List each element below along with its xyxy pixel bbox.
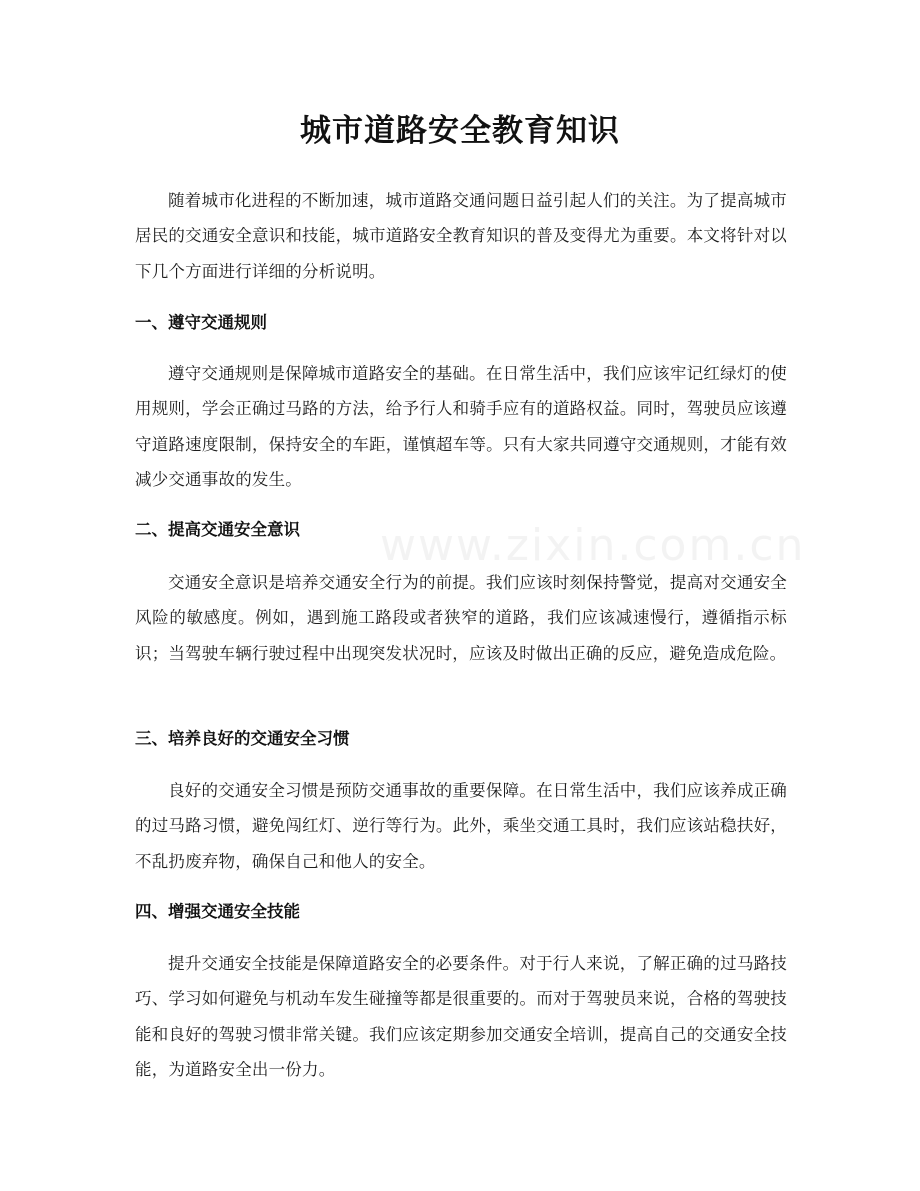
section-2 [135,515,787,545]
section-1-body [135,356,787,498]
section-paragraph: 良好的交通安全习惯是预防交通事故的重要保障。在日常生活中，我们应该养成正确的过马路习惯，避免闯红灯、逆行等行为。此外，乘坐交通工具时，我们应该站稳扶好，不乱扔废弃物，确保自己和他人的安全。 [135,781,787,871]
intro-block [135,183,787,289]
section-paragraph: 交通安全意识是培养交通安全行为的前提。我们应该时刻保持警觉，提高对交通安全风险的敏感度。例如，遇到施工路段或者狭窄的道路，我们应该减速慢行，遵循指示标识；当驾驶车辆行驶过程中出现突发状况时，应该及时做出正确的反应，避免造成危险。 [135,573,787,663]
section-heading: 三、培养良好的交通安全习惯 [135,729,350,748]
section-3-body [135,773,787,879]
document-title: 城市道路安全教育知识 [300,113,620,149]
section-4-body [135,946,787,1088]
section-heading: 二、提高交通安全意识 [135,520,300,539]
section-paragraph: 提升交通安全技能是保障道路安全的必要条件。对于行人来说，了解正确的过马路技巧、学习如何避免与机动车发生碰撞等都是很重要的。而对于驾驶员来说，合格的驾驶技能和良好的驾驶习惯非常关键。我们应该定期参加交通安全培训，提高自己的交通安全技能，为道路安全出一份力。 [135,954,787,1080]
section-heading: 一、遵守交通规则 [135,313,267,332]
section-heading: 四、增强交通安全技能 [135,902,300,921]
section-4 [135,897,787,927]
section-1 [135,308,787,338]
section-3 [135,724,787,754]
section-paragraph: 遵守交通规则是保障城市道路安全的基础。在日常生活中，我们应该牢记红绿灯的使用规则，学会正确过马路的方法，给予行人和骑手应有的道路权益。同时，驾驶员应该遵守道路速度限制，保持安全的车距，谨慎超车等。只有大家共同遵守交通规则，才能有效减少交通事故的发生。 [135,364,787,490]
section-2-body [135,565,787,671]
watermark: www.zixin.com.cn [380,520,806,571]
intro-paragraph: 随着城市化进程的不断加速，城市道路交通问题日益引起人们的关注。为了提高城市居民的交通安全意识和技能，城市道路安全教育知识的普及变得尤为重要。本文将针对以下几个方面进行详细的分析说明。 [135,191,787,281]
